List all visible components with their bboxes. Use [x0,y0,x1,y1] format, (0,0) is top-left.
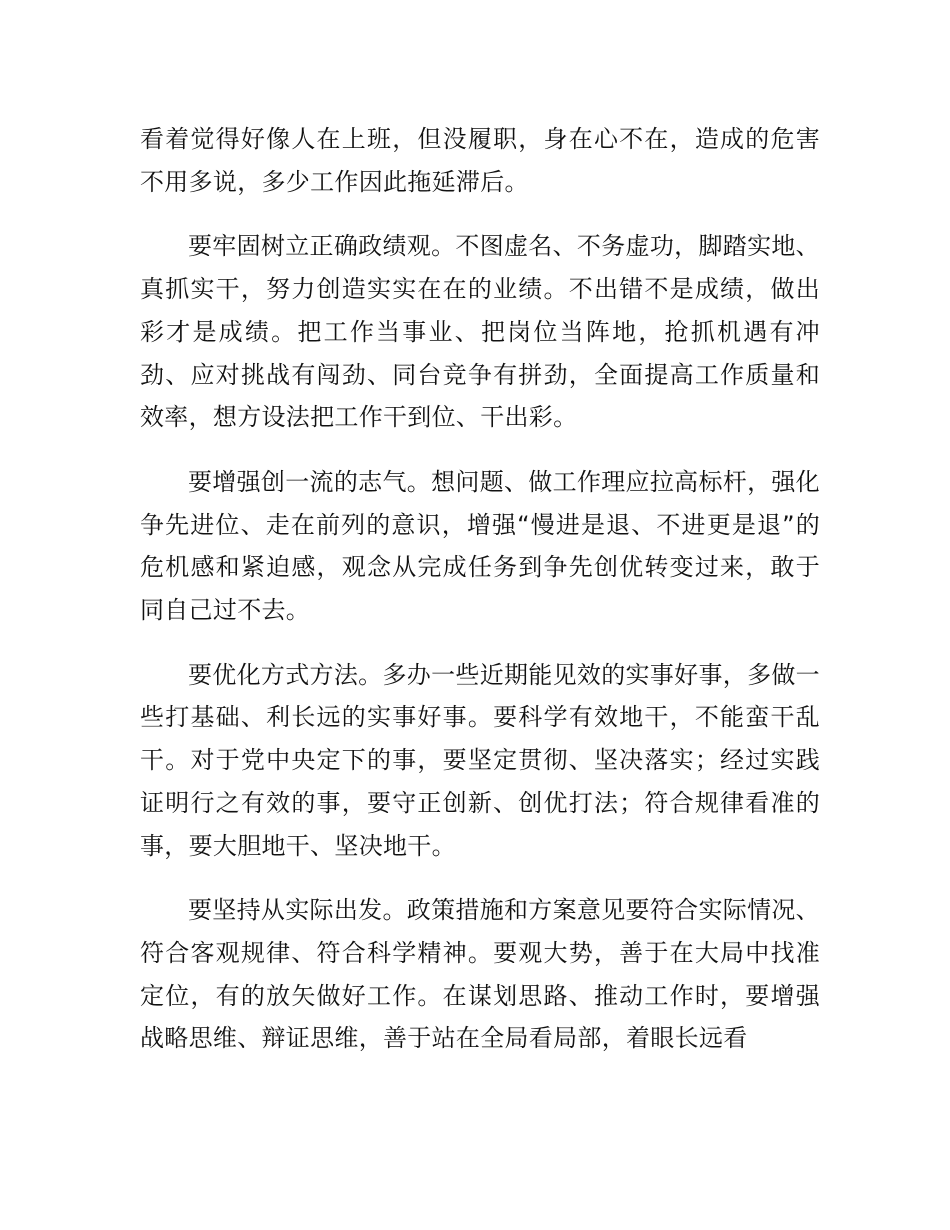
paragraph-optimize-methods: 要优化方式方法。多办一些近期能见效的实事好事，多做一些打基础、利长远的实事好事。要科学有效地干，不能蛮干乱干。对于党中央定下的事，要坚定贯彻、坚决落实；经过实践证明行之有效的事，要守正创新、创优打法；符合规律看准的事，要大胆地干、坚决地干。 [140,660,820,860]
paragraph-proceed-from-reality: 要坚持从实际出发。政策措施和方案意见要符合实际情况、符合客观规律、符合科学精神。要观大势，善于在大局中找准定位，有的放矢做好工作。在谋划思路、推动工作时，要增强战略思维、辩证思维，善于站在全局看局部，着眼长远看 [140,896,820,1053]
paragraph-first-class-ambition: 要增强创一流的志气。想问题、做工作理应拉高标杆，强化争先进位、走在前列的意识，增强“慢进是退、不进更是退”的危机感和紧迫感，观念从完成任务到争先创优转变过来，敢于同自己过不去。 [140,467,820,625]
paragraph-performance-view: 要牢固树立正确政绩观。不图虚名、不务虚功，脚踏实地、真抓实干，努力创造实实在在的业绩。不出错不是成绩，做出彩才是成绩。把工作当事业、把岗位当阵地，抢抓机遇有冲劲、应对挑战有闯劲、同台竞争有拼劲，全面提高工作质量和效率，想方设法把工作干到位、干出彩。 [140,232,820,432]
document-page [140,118,820,1060]
paragraph-continuation: 看着觉得好像人在上班，但没履职，身在心不在，造成的危害不用多说，多少工作因此拖延滞后。 [140,125,820,196]
